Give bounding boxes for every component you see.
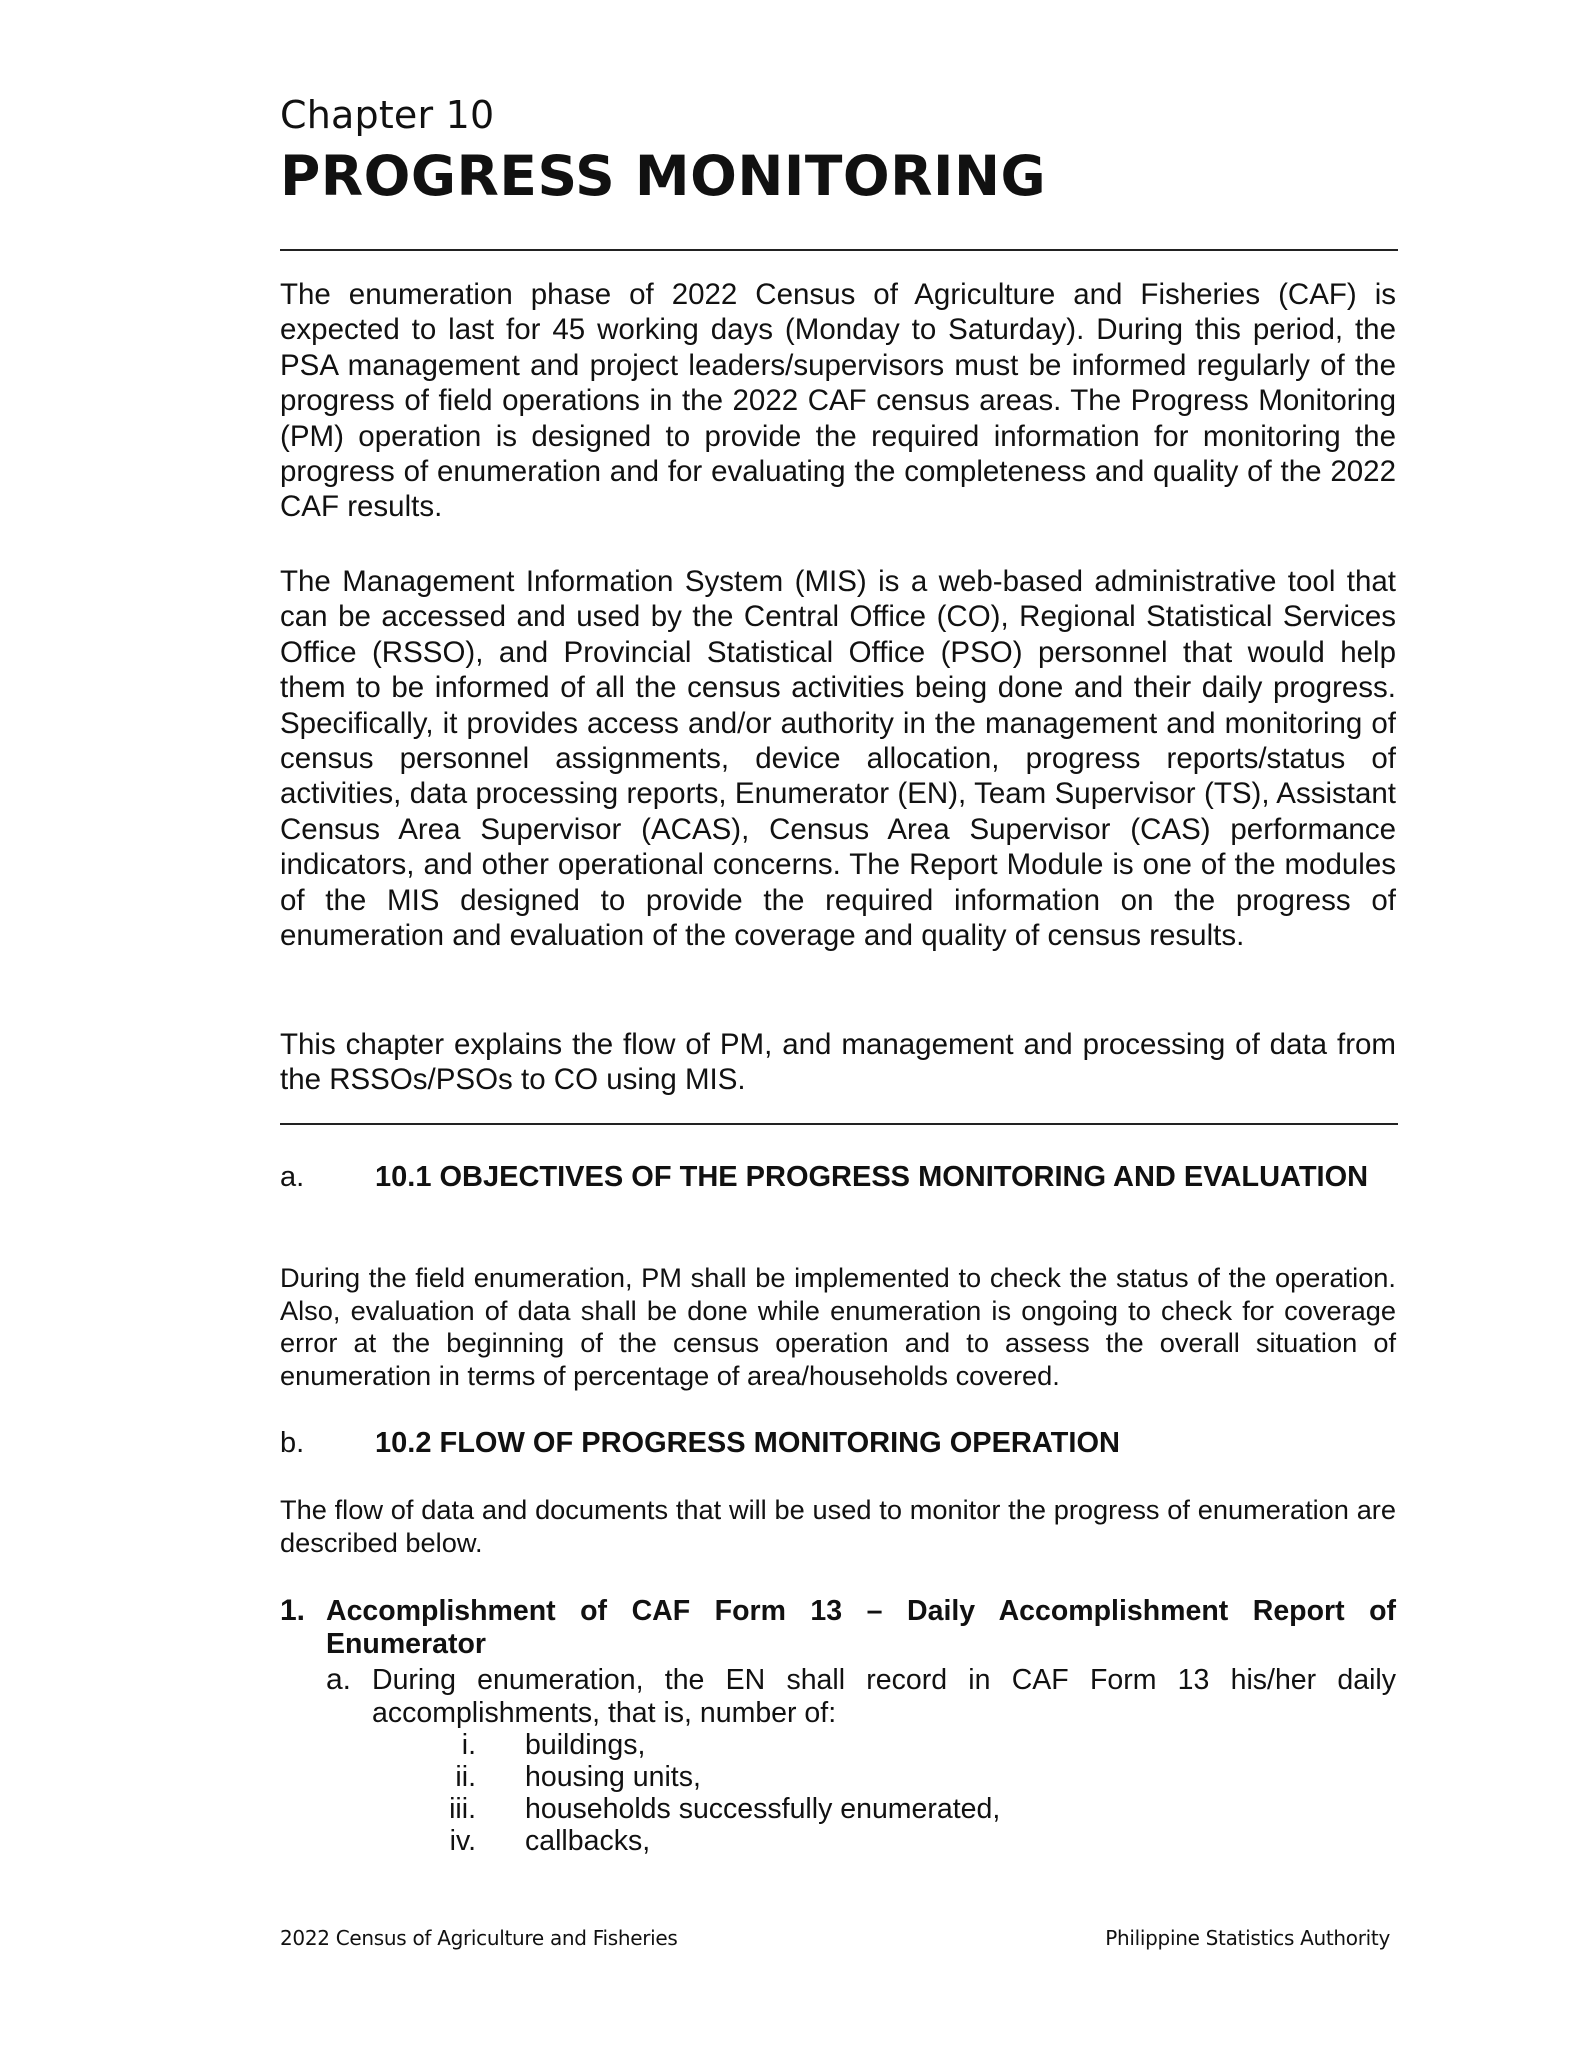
item-number: 1.: [280, 1594, 306, 1627]
chapter-title: PROGRESS MONITORING: [280, 144, 1047, 208]
section-heading-10-2: [280, 1426, 1396, 1461]
sub-item-letter: a.: [326, 1663, 352, 1696]
section-title: 10.1 OBJECTIVES OF THE PROGRESS MONITORING AND EVALUATION: [375, 1161, 1369, 1193]
list-numeral: i.: [461, 1729, 476, 1761]
chapter-label: Chapter 10: [280, 93, 495, 137]
intro-paragraph-1: The enumeration phase of 2022 Census of Agriculture and Fisheries (CAF) is expected to last for 45 working days (Monday to Saturday). During this period, the PSA management and project leaders/supervisors must be informed regularly of the progress of field operations in the 2022 CAF census areas. The Progress Monitoring (PM) operation is designed to provide the required information for monitoring the progress of enumeration and for evaluating the completeness and quality of the 2022 CAF results.: [280, 278, 1396, 524]
section-heading-10-1: [280, 1160, 1396, 1195]
intro-paragraph-3: This chapter explains the flow of PM, and management and processing of data from the RSSOs/PSOs to CO using MIS.: [280, 1028, 1396, 1097]
sub-item-text: During enumeration, the EN shall record in CAF Form 13 his/her daily accomplishments, that is, number of:: [372, 1664, 1396, 1729]
accomplishment-list: [420, 1729, 1320, 1857]
footer-right: Philippine Statistics Authority: [1105, 1926, 1390, 1950]
section-10-2-body: The flow of data and documents that will be used to monitor the progress of enumeration are described below.: [280, 1494, 1396, 1558]
item-title: Accomplishment of CAF Form 13 – Daily Accomplishment Report of Enumerator: [326, 1595, 1396, 1660]
section-letter: b.: [280, 1427, 305, 1459]
list-item: [420, 1761, 1320, 1793]
title-divider: [280, 249, 1398, 251]
section-title: 10.2 FLOW OF PROGRESS MONITORING OPERATION: [375, 1427, 1120, 1459]
list-numeral: iii.: [449, 1793, 476, 1825]
list-text: callbacks,: [525, 1825, 651, 1857]
list-text: households successfully enumerated,: [525, 1793, 1001, 1825]
list-text: buildings,: [525, 1729, 646, 1761]
intro-paragraph-2: The Management Information System (MIS) is a web-based administrative tool that can be accessed and used by the Central Office (CO), Regional Statistical Services Office (RSSO), and Provincial Statistical Office (PSO) personnel that would help them to be informed of all the census activities being done and their daily progress. Specifically, it provides access and/or authority in the management and monitoring of census personnel assignments, device allocation, progress reports/status of activities, data processing reports, Enumerator (EN), Team Supervisor (TS), Assistant Census Area Supervisor (ACAS), Census Area Supervisor (CAS) performance indicators, and other operational concerns. The Report Module is one of the modules of the MIS designed to provide the required information on the progress of enumeration and evaluation of the coverage and quality of census results.: [280, 565, 1396, 953]
list-numeral: ii.: [455, 1761, 476, 1793]
list-item: [420, 1729, 1320, 1761]
section-divider: [280, 1123, 1398, 1125]
numbered-item-1: [280, 1595, 1396, 1660]
list-numeral: iv.: [449, 1825, 476, 1857]
list-item: [420, 1793, 1320, 1825]
section-letter: a.: [280, 1161, 305, 1193]
list-text: housing units,: [525, 1761, 701, 1793]
section-10-1-body: During the field enumeration, PM shall be implemented to check the status of the operation. Also, evaluation of data shall be done while enumeration is ongoing to check for coverage error at the beginning of the census operation and to assess the overall situation of enumeration in terms of percentage of area/households covered.: [280, 1262, 1396, 1392]
footer-left: 2022 Census of Agriculture and Fisheries: [280, 1926, 678, 1950]
sub-item-a: [326, 1664, 1396, 1729]
list-item: [420, 1825, 1320, 1857]
